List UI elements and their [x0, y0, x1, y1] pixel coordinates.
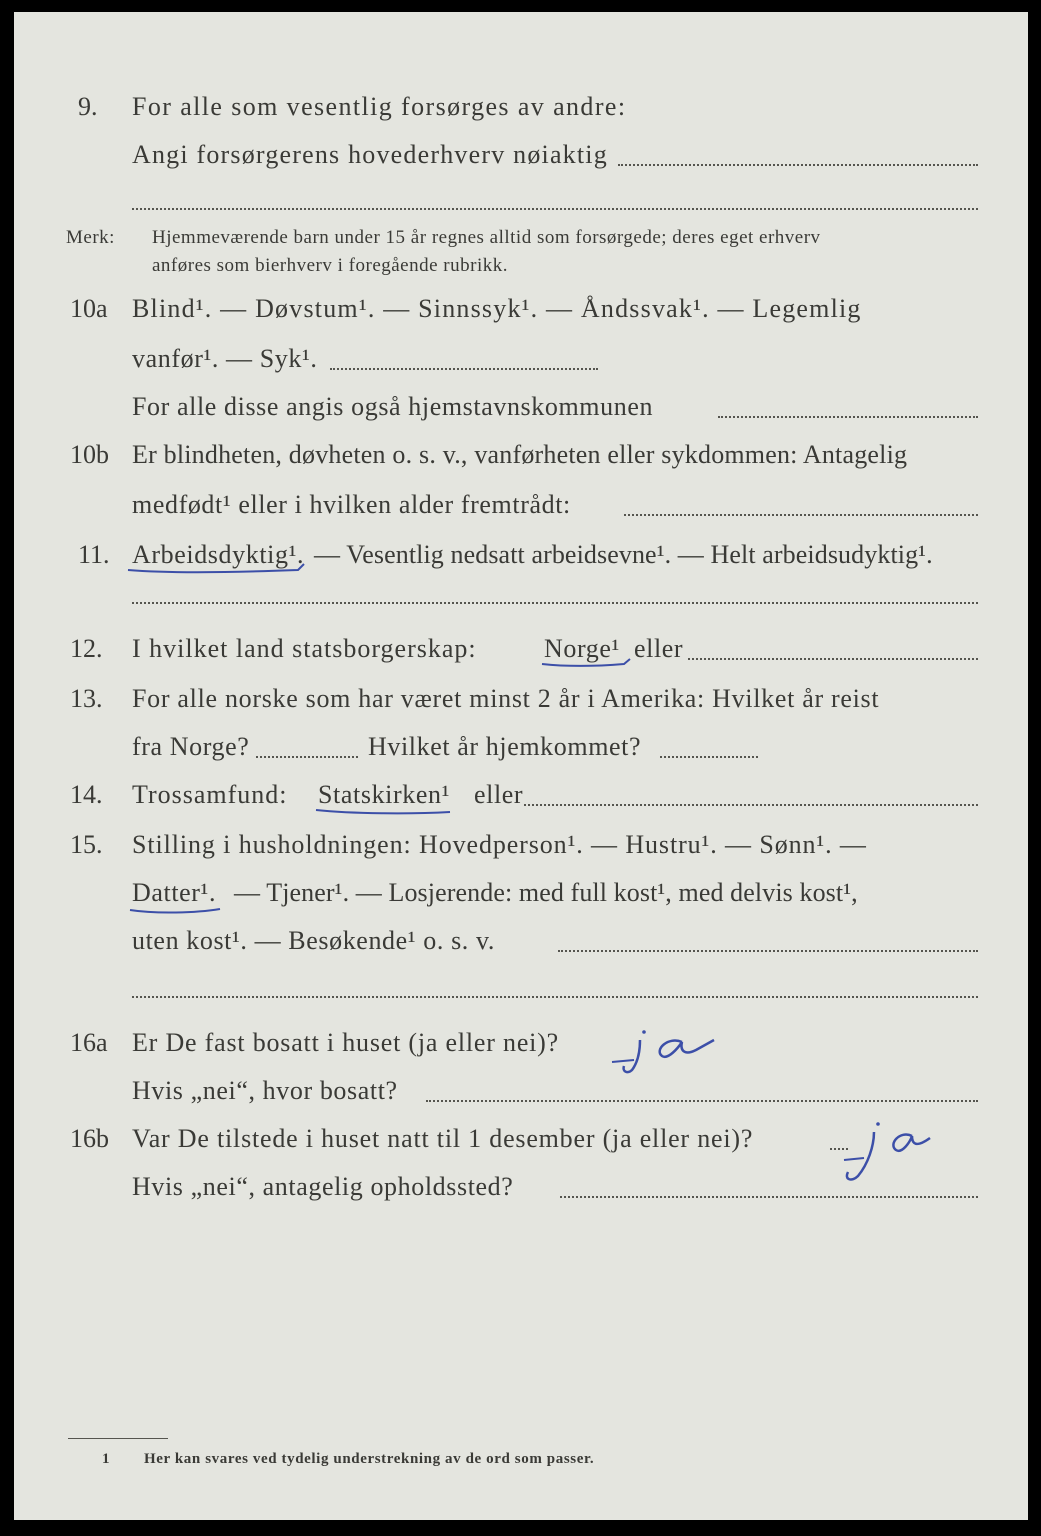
q16a-handwritten-answer	[604, 1026, 724, 1076]
q14-answer-field[interactable]	[524, 804, 978, 806]
footnote-mark: 1	[102, 1451, 111, 1467]
q9-number: 9.	[78, 92, 98, 121]
q9-answer-field-2[interactable]	[132, 208, 978, 210]
q16b-line2: Hvis „nei“, antagelig opholdssted?	[132, 1172, 514, 1201]
q12-number: 12.	[70, 634, 103, 663]
q15-number: 15.	[70, 830, 103, 859]
q10a-line1: Blind¹. — Døvstum¹. — Sinnssyk¹. — Åndssvak¹. — Legemlig	[132, 294, 862, 323]
q15-line3: uten kost¹. — Besøkende¹ o. s. v.	[132, 926, 496, 955]
q16a-address-field[interactable]	[426, 1100, 978, 1102]
q10b-line2: medfødt¹ eller i hvilken alder fremtrådt:	[132, 490, 571, 519]
q10a-line2: vanfør¹. — Syk¹.	[132, 344, 318, 373]
q11-number: 11.	[78, 540, 110, 569]
q15-option-datter[interactable]: Datter¹.	[132, 878, 217, 907]
q13-number: 13.	[70, 684, 103, 713]
merk-line2: anføres som bierhverv i foregående rubrikk.	[152, 255, 508, 276]
q16a-number: 16a	[70, 1028, 108, 1057]
q13-line1: For alle norske som har været minst 2 år i Amerika: Hvilket år reist	[132, 684, 880, 713]
q12-prefix: I hvilket land statsborgerskap:	[132, 634, 477, 663]
q14-underline-mark	[314, 804, 456, 818]
q9-line1: For alle som vesentlig forsørges av andre:	[132, 92, 627, 121]
q9-line2: Angi forsørgerens hovederhverv nøiaktig	[132, 140, 608, 169]
q14-number: 14.	[70, 780, 103, 809]
footnote-text: Her kan svares ved tydelig understrekning av de ord som passer.	[144, 1451, 595, 1467]
q14-prefix: Trossamfund:	[132, 780, 288, 809]
q13-return-field[interactable]	[660, 756, 758, 758]
q15-extra-field[interactable]	[132, 996, 978, 998]
q13-departure-field[interactable]	[256, 756, 358, 758]
q13-line2a: fra Norge?	[132, 732, 250, 761]
q15-line2-rest: — Tjener¹. — Losjerende: med full kost¹, med delvis kost¹,	[234, 878, 858, 907]
q16a-line1: Er De fast bosatt i huset (ja eller nei)?	[132, 1028, 559, 1057]
merk-line1: Hjemmeværende barn under 15 år regnes alltid som forsørgede; deres eget erhverv	[152, 227, 821, 248]
merk-label: Merk:	[66, 227, 115, 248]
q15-underline-mark	[126, 902, 226, 916]
q14-suffix: eller	[474, 780, 524, 809]
q11-extra-field[interactable]	[132, 602, 978, 604]
q10b-line1: Er blindheten, døvheten o. s. v., vanførheten eller sykdommen: Antagelig	[132, 440, 908, 469]
q15-line1: Stilling i husholdningen: Hovedperson¹. — Hustru¹. — Sønn¹. —	[132, 830, 867, 859]
q12-underline-mark	[540, 656, 632, 670]
q15-answer-field[interactable]	[558, 950, 978, 952]
q10b-answer-field[interactable]	[624, 514, 978, 516]
q16b-location-field[interactable]	[560, 1196, 978, 1198]
q10b-number: 10b	[70, 440, 109, 469]
q14-option-statskirken[interactable]: Statskirken¹	[318, 780, 450, 809]
q12-answer-field[interactable]	[688, 658, 978, 660]
q10a-number: 10a	[70, 294, 108, 323]
q11-underline-mark	[126, 560, 306, 576]
q16b-line1: Var De tilstede i huset natt til 1 desember (ja eller nei)?	[132, 1124, 754, 1153]
q10a-hometown-field[interactable]	[718, 416, 978, 418]
footnote-rule	[68, 1438, 168, 1439]
q11-rest: — Vesentlig nedsatt arbeidsevne¹. — Helt arbeidsudyktig¹.	[314, 540, 933, 569]
q12-suffix: eller	[634, 634, 684, 663]
q16b-handwritten-answer	[834, 1120, 944, 1184]
q10a-answer-field[interactable]	[330, 368, 598, 370]
census-form-page	[14, 12, 1028, 1520]
q12-option-norge[interactable]: Norge¹	[544, 634, 620, 663]
q10a-line3: For alle disse angis også hjemstavnskommunen	[132, 392, 654, 421]
q9-answer-field[interactable]	[618, 164, 978, 166]
q16b-number: 16b	[70, 1124, 109, 1153]
q11-option-arbeidsdyktig[interactable]: Arbeidsdyktig¹.	[132, 540, 305, 569]
q13-line2b: Hvilket år hjemkommet?	[368, 732, 642, 761]
q16a-line2: Hvis „nei“, hvor bosatt?	[132, 1076, 398, 1105]
